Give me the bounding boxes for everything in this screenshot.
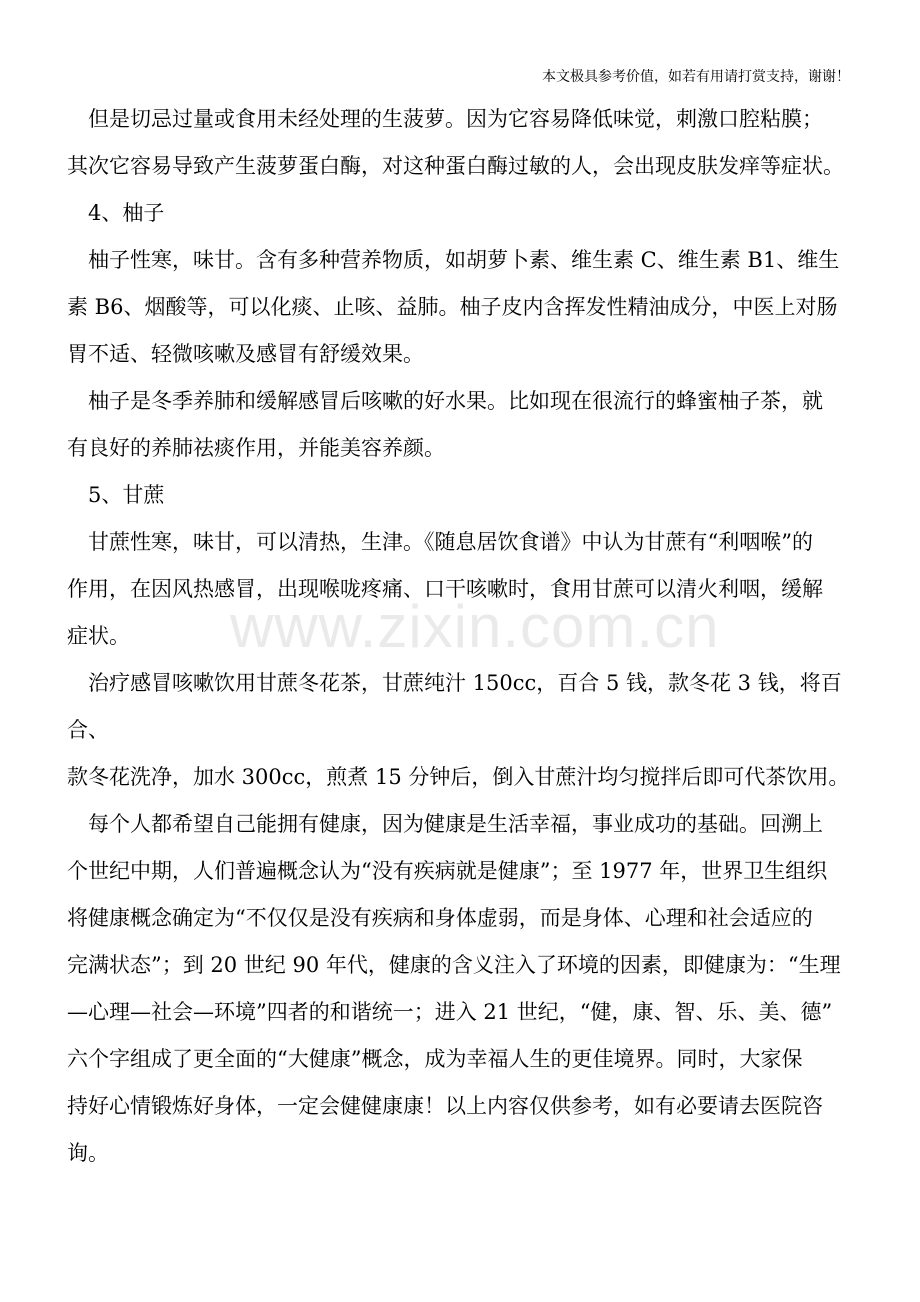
paragraph-sugarcane-properties: 甘蔗性寒，味甘，可以清热，生津。《随息居饮食谱》中认为甘蔗有“利咽喉”的 作用，在因风热感冒，出现喉咙疼痛、口干咳嗽时，食用甘蔗可以清火利咽，缓解 症状。 <box>67 530 823 648</box>
watermark: www.zixin.com.cn <box>230 593 720 660</box>
paragraph-pineapple-warning: 但是切忌过量或食用未经处理的生菠萝。因为它容易降低味觉，刺激口腔粘膜； 其次它容易导致产生菠萝蛋白酶，对这种蛋白酶过敏的人，会出现皮肤发痒等症状。 <box>67 107 844 178</box>
section-heading-sugarcane: 5、甘蔗 <box>88 483 165 507</box>
paragraph-health-concept: 每个人都希望自己能拥有健康，因为健康是生活幸福，事业成功的基础。回溯上 个世纪中期，人们普遍概念认为“没有疾病就是健康”；至 1977 年，世界卫生组织 将健康概念确定为“不仅仅是没有疾病和身体虚弱，而是身体、心理和社会适应的 完满状态”；到 20 世纪 90 年代，健康的含义注入了环境的因素，即健康为：“生理 —心理—社会—环境”四者的和谐统一；进入 21 世纪，“健，康、智、乐、美、德” 六个字组成了更全面的“大健康”概念，成为幸福人生的更佳境界。同时，大家保 持好心情锻炼好身体，一定会健健康康！以上内容仅供参考，如有必要请去医院咨 询。 <box>67 812 841 1165</box>
paragraph-pomelo-tea: 柚子是冬季养肺和缓解感冒后咳嗽的好水果。比如现在很流行的蜂蜜柚子茶，就 有良好的养肺祛痰作用，并能美容养颜。 <box>67 389 823 460</box>
paragraph-pomelo-properties: 柚子性寒，味甘。含有多种营养物质，如胡萝卜素、维生素 C、维生素 B1、维生 素 B6、烟酸等，可以化痰、止咳、益肺。柚子皮内含挥发性精油成分，中医上对肠 胃不适、轻微咳嗽及感冒有舒缓效果。 <box>67 248 840 366</box>
section-heading-pomelo: 4、柚子 <box>88 201 165 225</box>
document-body <box>67 96 857 1177</box>
header-note: 本文极具参考价值，如若有用请打赏支持，谢谢！ <box>542 69 850 85</box>
paragraph-sugarcane-recipe: 治疗感冒咳嗽饮用甘蔗冬花茶，甘蔗纯汁 150cc，百合 5 钱，款冬花 3 钱，将百合、 款冬花洗净，加水 300cc，煎煮 15 分钟后，倒入甘蔗汁均匀搅拌后即可代茶饮用。 <box>67 671 850 789</box>
